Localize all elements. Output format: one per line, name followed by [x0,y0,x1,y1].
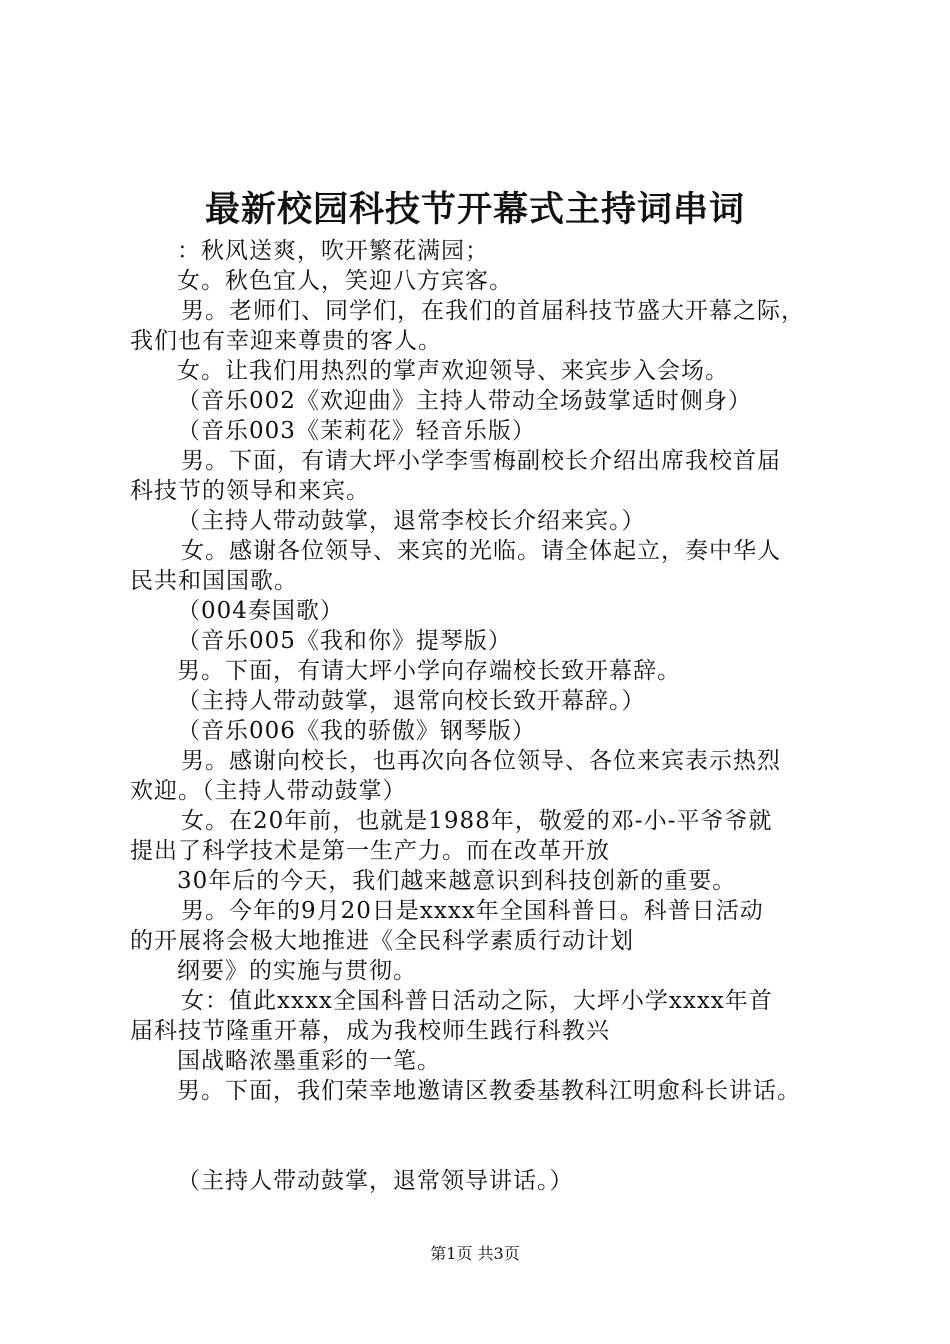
paragraph-line: 男。今年的9月20日是xxxx年全国科普日。科普日活动 [181,898,764,924]
paragraph-line: （音乐006《我的骄傲》钢琴版） [177,718,536,744]
document-body [130,236,850,1196]
paragraph-line: （004奏国歌） [177,598,344,624]
paragraph-line: 纲要》的实施与贯彻。 [177,958,417,984]
paragraph-line: 提出了科学技术是第一生产力。而在改革开放 [130,838,610,864]
paragraph-line: ：秋风送爽，吹开繁花满园； [177,238,489,264]
paragraph-line: （音乐003《茉莉花》轻音乐版） [177,418,536,444]
paragraph-line: 男。下面，有请大坪小学向存端校长致开幕辞。 [177,658,681,684]
paragraph-line: 女。让我们用热烈的掌声欢迎领导、来宾步入会场。 [177,358,729,384]
paragraph-line: 科技节的领导和来宾。 [130,478,370,504]
paragraph-line: 欢迎。（主持人带动鼓掌） [130,778,407,804]
paragraph-line: 男。下面，有请大坪小学李雪梅副校长介绍出席我校首届 [181,448,781,474]
paragraph-line: 男。老师们、同学们，在我们的首届科技节盛大开幕之际， [181,298,805,324]
paragraph-line: 女：值此xxxx全国科普日活动之际，大坪小学xxxx年首 [181,988,773,1014]
paragraph-line: 届科技节隆重开幕，成为我校师生践行科教兴 [130,1018,610,1044]
paragraph-line: 女。在20年前，也就是1988年，敬爱的邓-小-平爷爷就 [181,808,773,834]
paragraph-line: 男。感谢向校长，也再次向各位领导、各位来宾表示热烈 [181,748,781,774]
paragraph-line: 的开展将会极大地推进《全民科学素质行动计划 [130,928,634,954]
paragraph-line: 女。秋色宜人，笑迎八方宾客。 [177,268,513,294]
paragraph-line: 男。下面，我们荣幸地邀请区教委基教科江明愈科长讲话。 [177,1078,801,1104]
paragraph-line: （主持人带动鼓掌，退常李校长介绍来宾。） [177,508,646,534]
paragraph-line: （主持人带动鼓掌，退常领导讲话。） [177,1168,574,1194]
paragraph-line: 30年后的今天，我们越来越意识到科技创新的重要。 [177,868,737,894]
paragraph-line: 民共和国国歌。 [130,568,298,594]
paragraph-line: 女。感谢各位领导、来宾的光临。请全体起立，奏中华人 [181,538,781,564]
document-title: 最新校园科技节开幕式主持词串词 [204,189,745,230]
page-number: 第1页 共3页 [430,1244,520,1263]
paragraph-line: （音乐002《欢迎曲》主持人带动全场鼓掌适时侧身） [177,388,752,414]
paragraph-line: （音乐005《我和你》提琴版） [177,628,512,654]
paragraph-spacer [130,1106,850,1166]
paragraph-line: 国战略浓墨重彩的一笔。 [177,1048,441,1074]
paragraph-line: （主持人带动鼓掌，退常向校长致开幕辞。） [177,688,646,714]
paragraph-line: 我们也有幸迎来尊贵的客人。 [130,328,442,354]
